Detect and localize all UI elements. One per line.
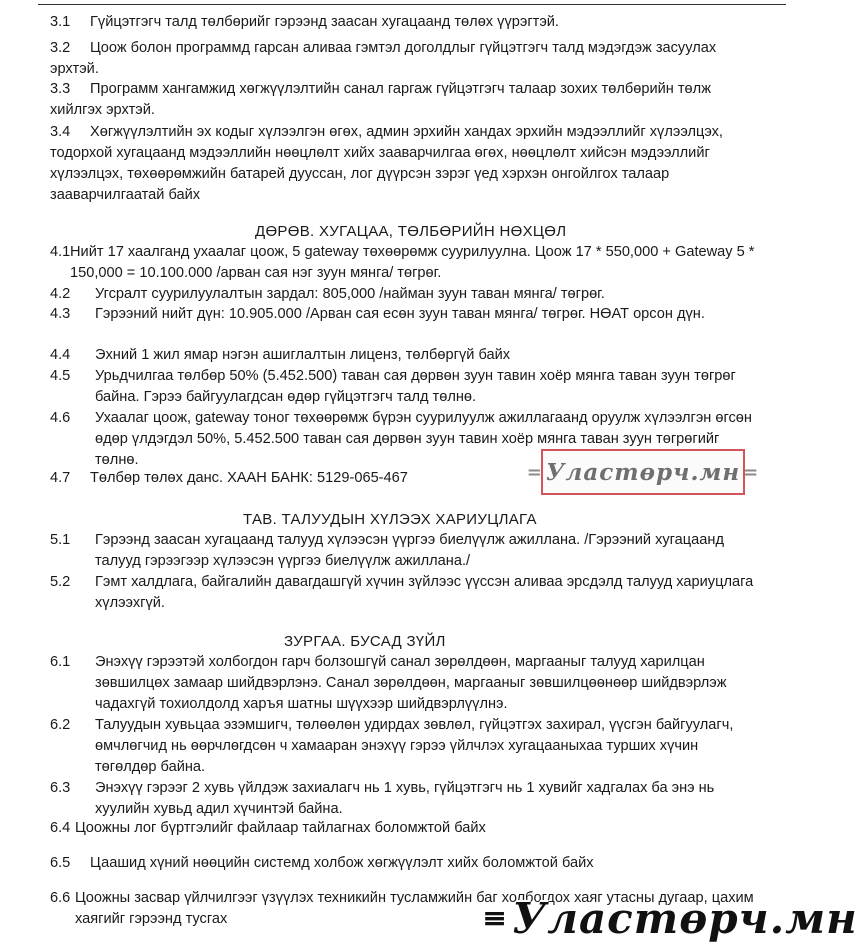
clause-text: Цоожны лог бүртгэлийг файлаар тайлагнах боломжтой байх [75,820,486,836]
clause-6-2 [50,715,755,778]
section-heading: ЗУРГАА. БУСАД ЗҮЙЛ [284,633,446,650]
stamp-text: Уластөрч.мн [545,458,741,486]
clause-3-4 [50,122,740,206]
clause-text: Гүйцэтгэгч талд төлбөрийг гэрээнд заасан хугацаанд төлөх үүрэгтэй. [90,14,559,30]
clause-6-4 [50,818,755,839]
clause-text: Урьдчилгаа төлбөр 50% (5.452.500) таван сая дөрвөн зуун тавин хоёр мянга таван зуун төгрөг байна. Гэрээ байгуулагдсан өдөр гүйцэтгэгч талд төлнө. [95,368,736,405]
clause-number: 5.2 [50,574,71,590]
clause-3-3 [50,79,760,121]
clause-6-1 [50,652,755,715]
clause-number: 4.1 [50,244,71,260]
site-logo-stamp [526,449,760,495]
clause-5-2 [50,572,755,614]
clause-6-5 [50,853,755,874]
stamp-dash-icon: = [526,461,543,483]
clause-text: Цоожны засвар үйлчилгээг үзүүлэх техникийн тусламжийн баг холбогдох хаяг утасны дугаар, цахим хаягийг гэрээнд тусгах [75,890,754,927]
clause-number: 6.3 [50,780,71,796]
clause-number: 4.5 [50,368,71,384]
clause-number: 3.3 [50,81,71,97]
site-watermark-logo [482,888,858,948]
clause-4-1 [50,242,755,284]
clause-number: 4.3 [50,306,71,322]
clause-number: 6.2 [50,717,71,733]
clause-4-2 [50,284,755,305]
clause-3-2 [50,38,755,80]
clause-4-3 [50,304,755,325]
watermark-dash-icon: ≡ [482,900,509,936]
clause-3-1 [50,12,740,33]
clause-number: 3.4 [50,124,71,140]
watermark-text: Уластөрч.мн [512,893,858,943]
clause-text: Цоож болон программд гарсан аливаа гэмтэл доголдлыг гүйцэтгэгч талд мэдэгдэж засуулах эрхтэй. [50,40,717,77]
clause-number: 4.6 [50,410,71,426]
clause-number: 4.4 [50,347,71,363]
section-heading: ДӨРӨВ. ХУГАЦАА, ТӨЛБӨРИЙН НӨХЦӨЛ [255,223,567,240]
clause-text: Төлбөр төлөх данс. ХААН БАНК: 5129-065-467 [90,470,408,486]
clause-number: 4.7 [50,470,71,486]
clause-text: Хөгжүүлэлтийн эх кодыг хүлээлгэн өгөх, админ эрхийн хандах эрхийн мэдээллийг хүлээлцэх, тодорхой хугацаанд мэдээллийн нөөцлөлт хийх зааварчилгаа өгөх, нөөцлөлт хийсэн мэдээллийг хүлээлцэх, төхөөрөмжийн батарей дууссан, лог дүүрсэн зэрэг үед хэрхэн онгойлгох талаар зааварчилгаатай байх [50,124,723,203]
clause-text: Гэмт халдлага, байгалийн давагдашгүй хүчин зүйлээс үүссэн аливаа эрсдэлд талууд хариуцлага хүлээхгүй. [95,574,754,611]
clause-number: 3.1 [50,14,71,30]
clause-text: Программ хангамжид хөгжүүлэлтийн санал гаргаж гүйцэтгэгч талаар зохих төлбөрийн төлж хийлгэх эрхтэй. [50,81,711,118]
section-heading: ТАВ. ТАЛУУДЫН ХҮЛЭЭХ ХАРИУЦЛАГА [243,511,537,528]
clause-text: Цаашид хүний нөөцийн системд холбож хөгжүүлэлт хийх боломжтой байх [90,855,594,871]
clause-number: 6.4 [50,820,71,836]
clause-6-3 [50,778,755,820]
clause-text: Гэрээнд заасан хугацаанд талууд хүлээсэн үүргээ биелүүлж ажиллана. /Гэрээний хугацаанд талууд гэрээгээр хүлээсэн үүргээ биелүүлж ажиллана./ [95,532,724,569]
clause-text: Энэхүү гэрээтэй холбогдон гарч болзошгүй санал зөрөлдөөн, маргааныг талууд харилцан зөвшилцөх замаар шийдвэрлэнэ. Санал зөрөлдөөн, маргааныг зөвшилцөөнөөр шийдвэрлэж чадахгүй тохиолдолд харъя шатны шүүхээр шийдвэрлүүлнэ. [95,654,727,712]
top-border-line [38,4,786,5]
clause-text: Нийт 17 хаалганд ухаалаг цоож, 5 gateway төхөөрөмж суурилуулна. Цоож 17 * 550,000 + Gateway 5 * 150,000 = 10.100.000 /арван сая нэг зуун мянга/ төгрөг. [70,244,755,281]
clause-text: Энэхүү гэрээг 2 хувь үйлдэж захиалагч нь 1 хувь, гүйцэтгэгч нь 1 хувийг хадгалах ба энэ нь хуулийн хувьд адил хүчинтэй байна. [95,780,715,817]
clause-4-5 [50,366,755,408]
clause-4-7 [50,468,530,489]
clause-text: Эхний 1 жил ямар нэгэн ашиглалтын лиценз, төлбөргүй байх [95,347,511,363]
clause-number: 5.1 [50,532,71,548]
clause-text: Талуудын хувьцаа эзэмшигч, төлөөлөн удирдах зөвлөл, гүйцэтгэх захирал, үүсгэн байгуулагч, өмчлөгчид нь өөрчлөгдсөн ч хамааран энэхүү гэрээ үйлчлэх хугацааныхаа турших хүчин төгөлдөр байна. [95,717,734,775]
stamp-dash-icon: = [743,461,760,483]
clause-number: 6.1 [50,654,71,670]
clause-5-1 [50,530,755,572]
clause-text: Угсралт суурилуулалтын зардал: 805,000 /найман зуун таван мянга/ төгрөг. [95,286,605,302]
clause-text: Гэрээний нийт дүн: 10.905.000 /Арван сая есөн зуун таван мянга/ төгрөг. НӨАТ орсон дүн. [95,306,705,322]
clause-4-4 [50,345,755,366]
clause-number: 3.2 [50,40,71,56]
clause-number: 6.6 [50,890,71,906]
clause-text: Ухаалаг цоож, gateway тоног төхөөрөмж бүрэн суурилуулж ажиллагаанд оруулж хүлээлгэн өгсөн өдөр үлдэгдэл 50%, 5.452.500 таван сая дөрвөн зуун тавин хоёр мянга таван зуун төгрөгийг төлнө. [95,410,752,468]
clause-number: 4.2 [50,286,71,302]
clause-number: 6.5 [50,855,71,871]
